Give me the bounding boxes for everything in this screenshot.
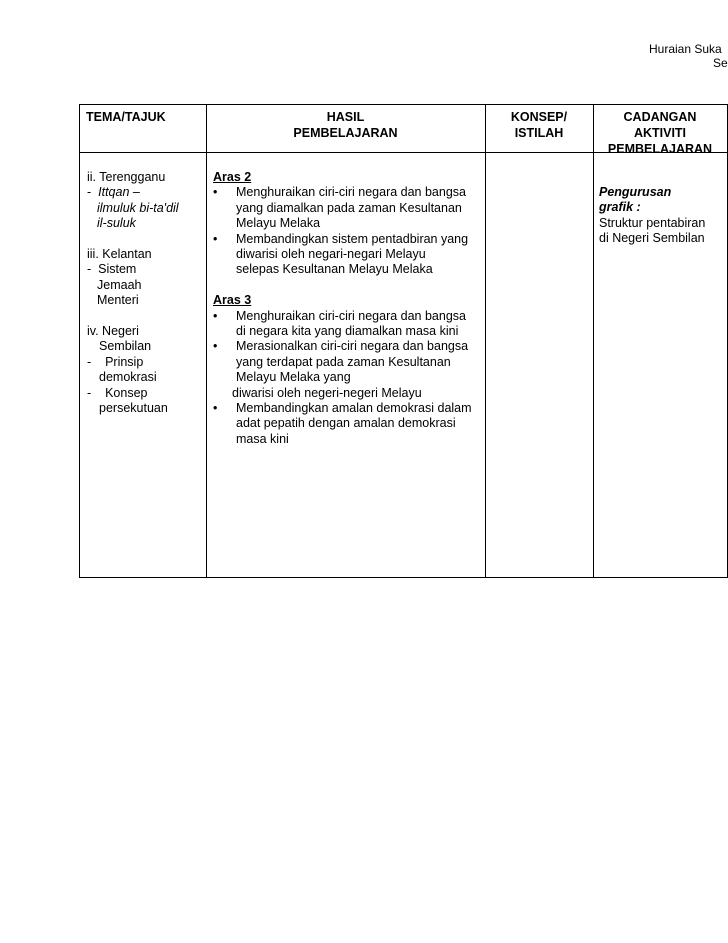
- dash: -: [87, 185, 92, 200]
- hasil-line: Melayu Melaka: [236, 216, 321, 231]
- bullet-icon: •: [213, 308, 218, 323]
- bullet-icon: •: [213, 185, 218, 200]
- column-header-hasil-line2: PEMBELAJARAN: [293, 126, 398, 140]
- hasil-line: masa kini: [236, 431, 289, 446]
- tema-line: [87, 355, 205, 370]
- hasil-cell: [213, 170, 485, 447]
- hasil-line: diwarisi oleh negeri-negeri Melayu: [232, 385, 422, 400]
- hasil-bullet-item: [213, 185, 485, 231]
- column-header-tema-label: TEMA/TAJUK: [86, 110, 166, 124]
- tema-line: [87, 185, 205, 200]
- tema-line: Menteri: [97, 293, 139, 308]
- dash: -: [87, 385, 92, 400]
- hasil-line: Menghuraikan ciri-ciri negara dan bangsa: [236, 185, 466, 200]
- hasil-line: diwarisi oleh negari-negari Melayu: [236, 247, 426, 262]
- tema-line: [87, 386, 205, 401]
- column-header-cadangan-line2: AKTIVITI: [633, 126, 687, 140]
- column-header-cadangan: [593, 109, 727, 157]
- tema-text: Prinsip: [105, 354, 144, 369]
- tema-line: demokrasi: [99, 370, 157, 385]
- tema-line: iii. Kelantan: [87, 247, 152, 262]
- column-header-tema: [86, 109, 166, 125]
- hasil-line: Merasionalkan ciri-ciri negara dan bangsa: [236, 339, 469, 354]
- tema-line: [87, 262, 205, 277]
- hasil-bullet-item: [213, 339, 485, 401]
- cadangan-line: grafik :: [599, 200, 641, 215]
- column-header-hasil: [206, 109, 485, 141]
- hasil-line: Membandingkan amalan demokrasi dalam: [236, 401, 472, 416]
- cadangan-cell: [599, 185, 727, 247]
- bullet-icon: •: [213, 231, 218, 246]
- tema-text: Konsep: [105, 385, 148, 400]
- tema-line: persekutuan: [99, 401, 168, 416]
- tema-line: Sembilan: [99, 339, 152, 354]
- hasil-line: Membandingkan sistem pentadbiran yang: [236, 231, 469, 246]
- hasil-bullet-item: [213, 401, 485, 447]
- hasil-line: Melayu Melaka yang: [236, 370, 351, 385]
- hasil-bullet-item: [213, 309, 485, 340]
- dash: -: [87, 354, 92, 369]
- column-header-cadangan-line1: CADANGAN: [623, 110, 697, 124]
- column-header-konsep: [485, 109, 593, 141]
- tema-line: ii. Terengganu: [87, 170, 166, 184]
- column-divider: [206, 105, 207, 577]
- bullet-icon: •: [213, 401, 218, 416]
- hasil-bullet-item: [213, 232, 485, 278]
- dash: -: [87, 262, 92, 277]
- column-header-konsep-line1: KONSEP/: [510, 110, 568, 124]
- column-header-hasil-line1: HASIL: [326, 110, 365, 124]
- hasil-line: Menghuraikan ciri-ciri negara dan bangsa: [236, 308, 466, 323]
- hasil-line: yang diamalkan pada zaman Kesultanan: [236, 200, 462, 215]
- tema-line: Jemaah: [97, 277, 142, 292]
- tema-text: Sistem: [98, 262, 137, 277]
- cadangan-line: Struktur pentabiran: [599, 215, 706, 230]
- cadangan-line: Pengurusan: [599, 185, 672, 199]
- hasil-line: selepas Kesultanan Melayu Melaka: [236, 262, 433, 277]
- tema-line: iv. Negeri: [87, 324, 139, 339]
- column-divider: [485, 105, 486, 577]
- column-divider: [593, 105, 594, 577]
- tema-text: Ittqan –: [98, 185, 140, 200]
- aras-3-heading: Aras 3: [213, 293, 252, 308]
- hasil-line: di negara kita yang diamalkan masa kini: [236, 324, 459, 339]
- bullet-icon: •: [213, 339, 218, 354]
- hasil-line: adat pepatih dengan amalan demokrasi: [236, 416, 456, 431]
- aras-2-heading: Aras 2: [213, 170, 252, 184]
- tema-cell: [87, 170, 205, 416]
- column-header-cadangan-line3: PEMBELAJARAN: [607, 142, 713, 156]
- hasil-line: yang terdapat pada zaman Kesultanan: [236, 354, 451, 369]
- syllabus-table: [79, 104, 728, 578]
- header-line-2: Se: [713, 56, 728, 70]
- column-header-konsep-line2: ISTILAH: [514, 126, 564, 140]
- header-line-1: Huraian Suka: [649, 42, 722, 56]
- tema-line: ilmuluk bi-ta'dil: [97, 200, 179, 215]
- tema-line: il-suluk: [97, 216, 136, 231]
- cadangan-line: di Negeri Sembilan: [599, 231, 705, 246]
